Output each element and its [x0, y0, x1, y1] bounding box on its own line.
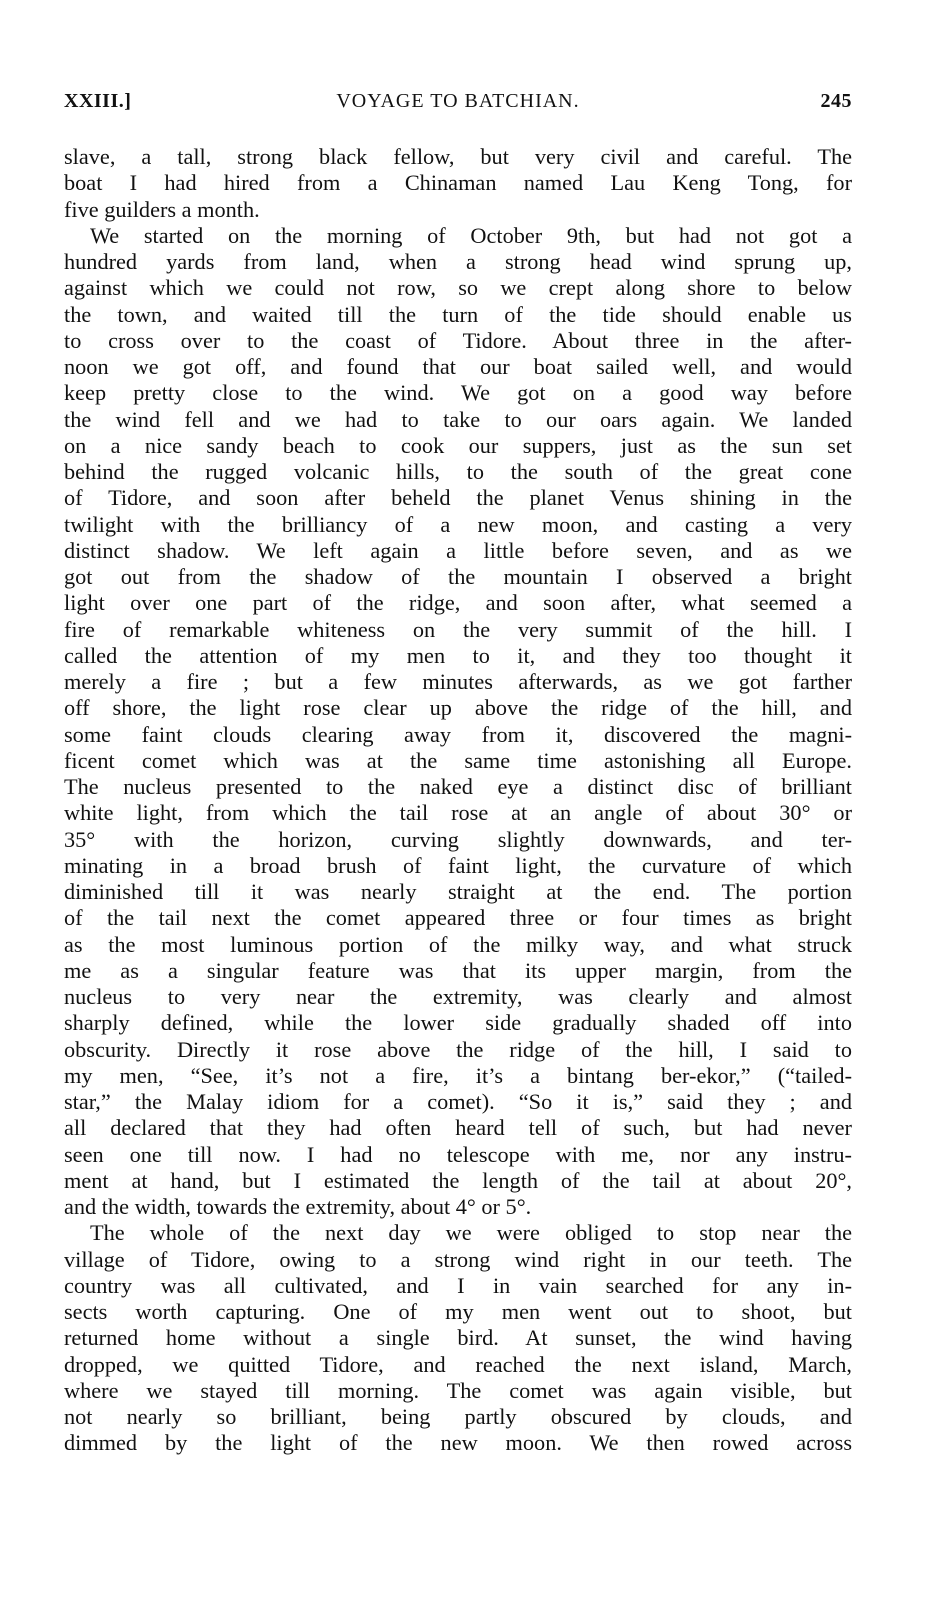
text-line: on a nice sandy beach to cook our suppers, just as the sun set: [64, 432, 852, 458]
body-text: [64, 144, 852, 1457]
text-line: keep pretty close to the wind. We got on a good way before: [64, 380, 852, 406]
chapter-marker: XXIII.]: [64, 90, 132, 112]
text-line: 35° with the horizon, curving slightly downwards, and ter-: [64, 826, 852, 852]
text-line: star,” the Malay idiom for a comet). “So it is,” said they ; and: [64, 1089, 852, 1114]
text-line: and the width, towards the extremity, about 4° or 5°.: [64, 1194, 532, 1219]
running-title: VOYAGE TO BATCHIAN.: [336, 90, 580, 112]
text-line: twilight with the brilliancy of a new moon, and casting a very: [64, 511, 852, 537]
text-line: The nucleus presented to the naked eye a distinct disc of brilliant: [64, 774, 852, 799]
text-line: the wind fell and we had to take to our oars again. We landed: [64, 406, 852, 432]
text-line: noon we got off, and found that our boat sailed well, and would: [64, 354, 852, 379]
text-line: fire of remarkable whiteness on the very summit of the hill. I: [64, 616, 852, 642]
text-line: The whole of the next day we were obliged to stop near the: [90, 1220, 852, 1246]
text-line: nucleus to very near the extremity, was clearly and almost: [64, 984, 852, 1009]
text-line: light over one part of the ridge, and soon after, what seemed a: [64, 590, 852, 616]
text-line: to cross over to the coast of Tidore. About three in the after-: [64, 327, 852, 353]
text-line: called the attention of my men to it, and they too thought it: [64, 642, 852, 668]
text-line: five guilders a month.: [64, 196, 260, 222]
text-line: me as a singular feature was that its upper margin, from the: [64, 957, 852, 983]
text-line: village of Tidore, owing to a strong wind right in our teeth. The: [64, 1246, 852, 1272]
text-line: dropped, we quitted Tidore, and reached the next island, March,: [64, 1351, 852, 1377]
text-line: the town, and waited till the turn of the tide should enable us: [64, 301, 852, 327]
text-line: sects worth capturing. One of my men went out to shoot, but: [64, 1299, 852, 1324]
text-line: white light, from which the tail rose at an angle of about 30° or: [64, 800, 852, 826]
text-line: all declared that they had often heard tell of such, but had never: [64, 1115, 852, 1141]
text-line: ficent comet which was at the same time astonishing all Europe.: [64, 747, 852, 773]
text-line: of Tidore, and soon after beheld the planet Venus shining in the: [64, 485, 852, 511]
book-page: [64, 90, 852, 1457]
running-head: [64, 90, 852, 124]
text-line: my men, “See, it’s not a fire, it’s a bintang ber-ekor,” (“tailed-: [64, 1062, 852, 1088]
text-line: sharply defined, while the lower side gradually shaded off into: [64, 1010, 852, 1036]
text-line: We started on the morning of October 9th, but had not got a: [90, 222, 852, 248]
text-line: minating in a broad brush of faint light, the curvature of which: [64, 852, 852, 878]
text-line: of the tail next the comet appeared three or four times as bright: [64, 905, 852, 931]
text-line: got out from the shadow of the mountain I observed a bright: [64, 564, 852, 589]
text-line: boat I had hired from a Chinaman named Lau Keng Tong, for: [64, 170, 852, 196]
text-line: behind the rugged volcanic hills, to the south of the great cone: [64, 459, 852, 484]
text-line: off shore, the light rose clear up above the ridge of the hill, and: [64, 695, 852, 721]
text-line: slave, a tall, strong black fellow, but very civil and careful. The: [64, 144, 852, 169]
text-line: obscurity. Directly it rose above the ridge of the hill, I said to: [64, 1036, 852, 1062]
text-line: ment at hand, but I estimated the length of the tail at about 20°,: [64, 1167, 852, 1193]
text-line: not nearly so brilliant, being partly obscured by clouds, and: [64, 1404, 852, 1429]
page-number: 245: [820, 90, 852, 112]
text-line: diminished till it was nearly straight at the end. The portion: [64, 879, 852, 904]
text-line: hundred yards from land, when a strong head wind sprung up,: [64, 249, 852, 274]
text-line: merely a fire ; but a few minutes afterwards, as we got farther: [64, 669, 852, 694]
text-line: seen one till now. I had no telescope with me, nor any instru-: [64, 1141, 852, 1167]
text-line: country was all cultivated, and I in vain searched for any in-: [64, 1272, 852, 1298]
text-line: against which we could not row, so we crept along shore to below: [64, 275, 852, 301]
text-line: where we stayed till morning. The comet was again visible, but: [64, 1377, 852, 1403]
text-line: distinct shadow. We left again a little before seven, and as we: [64, 537, 852, 563]
text-line: some faint clouds clearing away from it, discovered the magni-: [64, 721, 852, 747]
text-line: dimmed by the light of the new moon. We then rowed across: [64, 1430, 852, 1456]
text-line: returned home without a single bird. At sunset, the wind having: [64, 1325, 852, 1351]
text-line: as the most luminous portion of the milky way, and what struck: [64, 931, 852, 957]
